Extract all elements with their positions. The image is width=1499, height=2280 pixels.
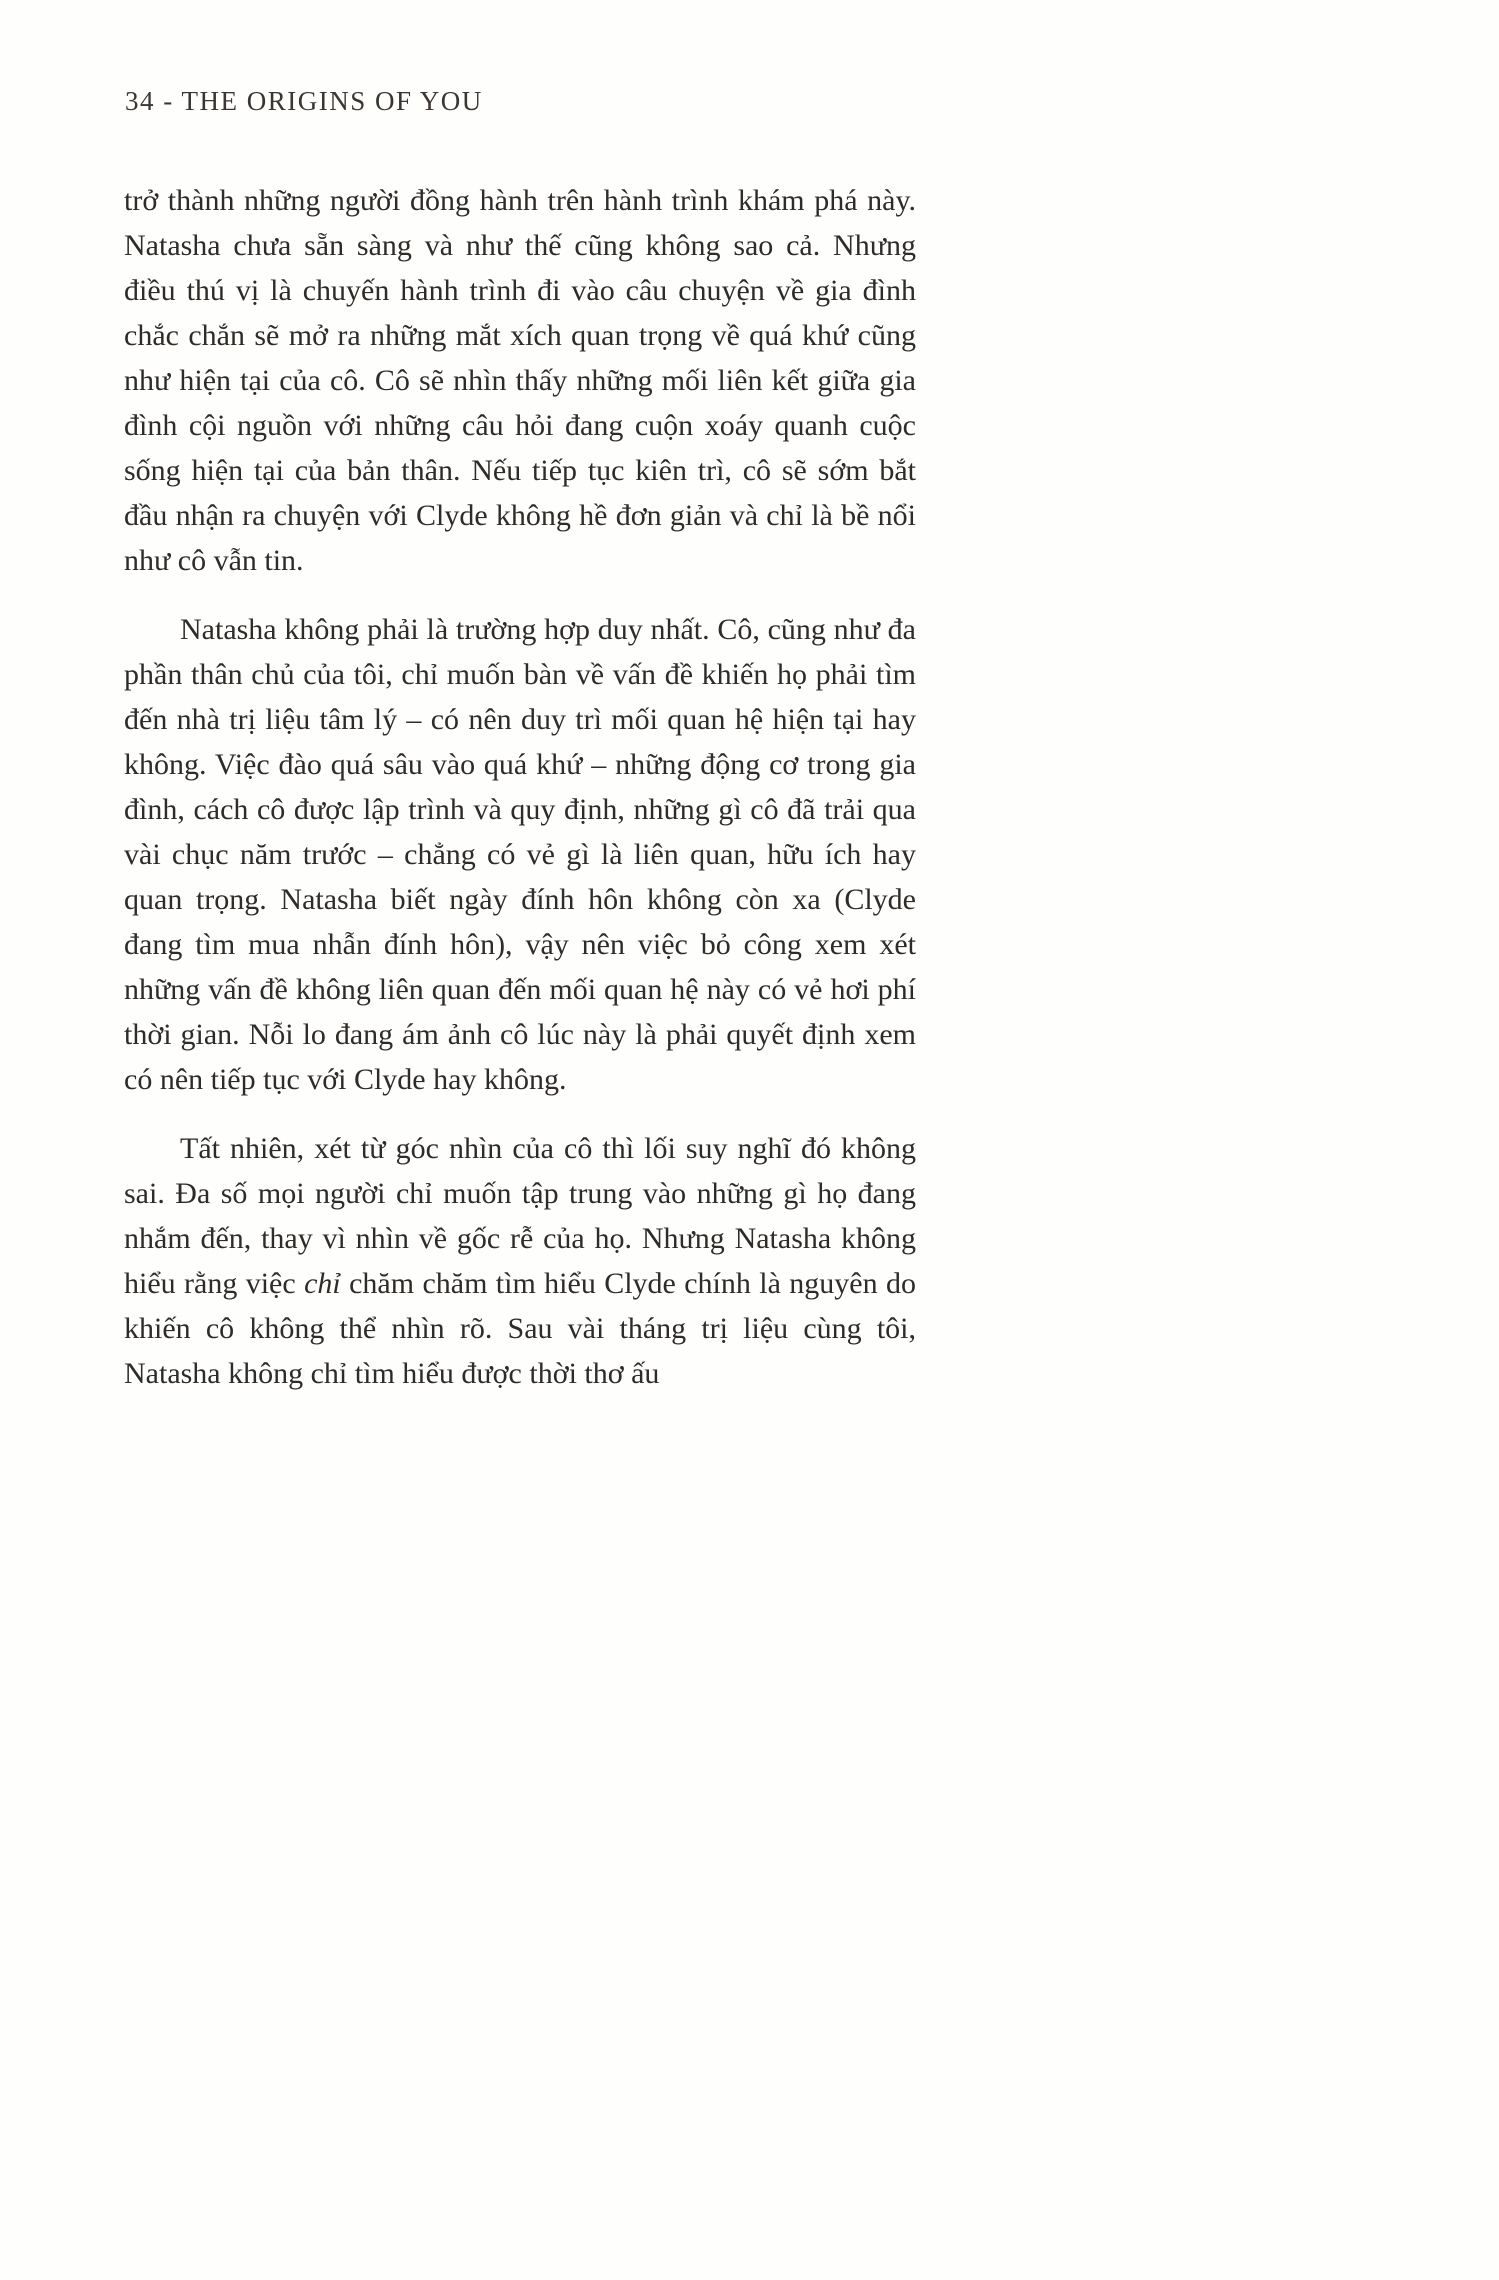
- paragraph-3-italic-word: chỉ: [304, 1267, 341, 1300]
- paragraph-3-text-before-italic: Tất nhiên, xét từ góc nhìn của cô thì lối suy nghĩ đó không sai. Đa số mọi người chỉ muốn tập trung vào những gì họ đang nhắm đến, thay vì nhìn về gốc rễ của họ. Nhưng Natasha không hiểu rằng việc: [124, 1132, 916, 1300]
- page-number-and-book-title: 34 - THE ORIGINS OF YOU: [125, 86, 483, 116]
- paragraph-1: trở thành những người đồng hành trên hành trình khám phá này. Natasha chưa sẵn sàng và như thế cũng không sao cả. Nhưng điều thú vị là chuyến hành trình đi vào câu chuyện về gia đình chắc chắn sẽ mở ra những mắt xích quan trọng về quá khứ cũng như hiện tại của cô. Cô sẽ nhìn thấy những mối liên kết giữa gia đình cội nguồn với những câu hỏi đang cuộn xoáy quanh cuộc sống hiện tại của bản thân. Nếu tiếp tục kiên trì, cô sẽ sớm bắt đầu nhận ra chuyện với Clyde không hề đơn giản và chỉ là bề nổi như cô vẫn tin.: [124, 184, 916, 577]
- page-body: [124, 178, 916, 1420]
- paragraph-3: [124, 1126, 916, 1396]
- paragraph-2: Natasha không phải là trường hợp duy nhất. Cô, cũng như đa phần thân chủ của tôi, chỉ muốn bàn về vấn đề khiến họ phải tìm đến nhà trị liệu tâm lý – có nên duy trì mối quan hệ hiện tại hay không. Việc đào quá sâu vào quá khứ – những động cơ trong gia đình, cách cô được lập trình và quy định, những gì cô đã trải qua vài chục năm trước – chẳng có vẻ gì là liên quan, hữu ích hay quan trọng. Natasha biết ngày đính hôn không còn xa (Clyde đang tìm mua nhẫn đính hôn), vậy nên việc bỏ công xem xét những vấn đề không liên quan đến mối quan hệ này có vẻ hơi phí thời gian. Nỗi lo đang ám ảnh cô lúc này là phải quyết định xem có nên tiếp tục với Clyde hay không.: [124, 613, 916, 1096]
- paragraph-3-text-after-italic: chăm chăm tìm hiểu Clyde chính là nguyên do khiến cô không thể nhìn rõ. Sau vài tháng trị liệu cùng tôi, Natasha không chỉ tìm hiểu được thời thơ ấu: [124, 1267, 916, 1390]
- page-header: [125, 86, 483, 117]
